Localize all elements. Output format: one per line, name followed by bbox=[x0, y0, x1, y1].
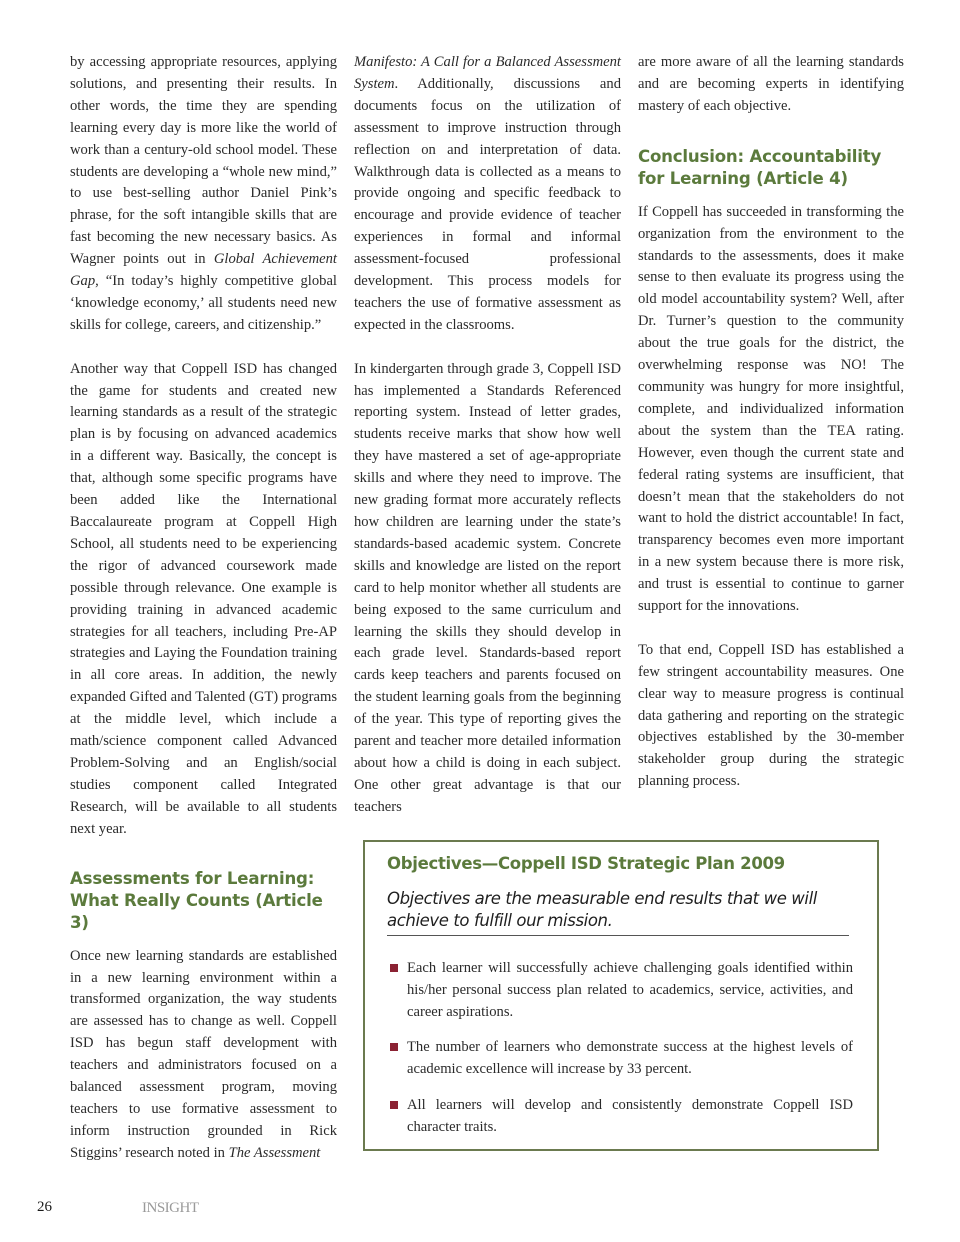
paragraph-text: , “In today’s highly competitive global ‘knowledge economy,’ all students need new skills for college, careers, and citizenship.” bbox=[70, 273, 337, 333]
book-title: Manifesto: A Call for a Balanced Assessment System bbox=[354, 54, 621, 92]
objectives-sidebar-box bbox=[363, 840, 879, 1151]
paragraph bbox=[354, 52, 621, 337]
paragraph-text: Once new learning standards are established in a new learning environment within a transformed organization, the way students are assessed has to change as well. Coppell ISD has begun staff development with teachers and administrators focused on a balanced assessment program, moving teachers to use formative assessment to inform instruction grounded in Rick Stiggins’ research noted in bbox=[70, 947, 337, 1161]
paragraph bbox=[70, 946, 337, 1165]
paragraph: are more aware of all the learning standards and are becoming experts in identifying mastery of each objective. bbox=[638, 54, 904, 114]
page-number: 26 bbox=[37, 1199, 52, 1215]
paragraph-text: by accessing appropriate resources, applying solutions, and presenting their results. In other words, the time they are spending learning every day is more like the world of work than a century-old school model. These students are developing a “whole new mind,” to use best-selling author Daniel Pink’s phrase, for the soft intangible skills that are fast becoming the new necessary basics. As Wagner points out in bbox=[70, 54, 337, 268]
article-column-2 bbox=[354, 52, 621, 819]
book-title: The Assessment bbox=[228, 1144, 321, 1161]
paragraph: If Coppell has succeeded in transforming the organization from the environment to the standards to the assessments, does it make sense to then evaluate its progress using the old model accountability system? Well, after Dr. Turner’s question to the community about the true goals for the district, the overwhelming response was NO! The community was hungry for more insightful, complete, and individualized information about the system than the TEA rating. However, even though the current state and federal rating systems are insufficient, that doesn’t mean that the stakeholders do not want to hold the district accountable! In fact, transparency becomes even more important in a new system because there is more risk, and trust is essential to continue to garner support for the innovations. bbox=[638, 203, 904, 615]
article-column-1 bbox=[70, 52, 337, 1165]
square-bullet-icon bbox=[390, 1043, 398, 1051]
list-item bbox=[387, 1095, 853, 1139]
section-heading-assessments: Assessments for Learning: What Really Counts (Article 3) bbox=[70, 868, 323, 932]
paragraph bbox=[70, 52, 337, 337]
article-column-3 bbox=[638, 52, 904, 793]
list-item bbox=[387, 958, 853, 1023]
box-subtitle: Objectives are the measurable end results that we will achieve to fulfill our mission. bbox=[387, 888, 849, 936]
list-item bbox=[387, 1037, 853, 1081]
list-item-text: Each learner will successfully achieve challenging goals identified within his/her personal success plan related to academics, service, activities, and career aspirations. bbox=[407, 960, 853, 1020]
section-heading-conclusion: Conclusion: Accountability for Learning (Article 4) bbox=[638, 146, 882, 188]
book-title: Global Achievement Gap bbox=[70, 251, 337, 290]
running-title: INSIGHT bbox=[142, 1200, 199, 1216]
list-item-text: The number of learners who demonstrate success at the highest levels of academic excellence will increase by 33 percent. bbox=[407, 1039, 853, 1078]
paragraph: To that end, Coppell ISD has established a few stringent accountability measures. One clear way to measure progress is continual data gathering and reporting on the strategic objectives established by the 30-member stakeholder group during the strategic planning process. bbox=[638, 641, 904, 790]
square-bullet-icon bbox=[390, 1101, 398, 1109]
paragraph-text: . Additionally, discussions and documents focus on the utilization of assessment to improve instruction through reflection on and interpretation of data. Walkthrough data is collected as a means to provide ongoing and specific feedback to encourage and provide evidence of teacher experiences in formal and informal assessment-focused professional development. This process models for teachers the use of formative assessment as expected in the classrooms. bbox=[354, 75, 621, 333]
box-title: Objectives—Coppell ISD Strategic Plan 2009 bbox=[387, 854, 785, 873]
paragraph: Another way that Coppell ISD has changed the game for students and created new learning standards as a result of the strategic plan is by focusing on advanced academics in a different way. Basically, the concept is that, although some specific programs have been added like the International Baccalaureate program at Coppell High School, all students need to be experiencing the rigor of advanced coursework made possible through relevance. One example is providing training in advanced academic strategies for all teachers, including Pre-AP strategies and Laying the Foundation training in all core areas. In addition, the newly expanded Gifted and Talented (GT) programs at the middle level, which include a math/science component called Advanced Problem-Solving and an English/social studies component called Integrated Research, will be available to all students next year. bbox=[70, 360, 337, 837]
square-bullet-icon bbox=[390, 964, 398, 972]
objectives-list bbox=[387, 958, 853, 1139]
list-item-text: All learners will develop and consistently demonstrate Coppell ISD character traits. bbox=[407, 1096, 853, 1135]
paragraph: In kindergarten through grade 3, Coppell ISD has implemented a Standards Referenced reporting system. Instead of letter grades, students receive marks that show how well they have mastered a set of age-appropriate skills and where they need to improve. The new grading format more accurately reflects how children are learning under the state’s standards-based academic system. Concrete skills and knowledge are listed on the report card to help monitor whether all students are being exposed to the same curriculum and learning the skills they should develop in each grade level. Standards-based report cards keep teachers and parents focused on the student learning goals from the beginning of the year. This type of reporting gives the parent and teacher more detailed information about how a child is doing in each subject. One other great advantage is that our teachers bbox=[354, 360, 621, 815]
